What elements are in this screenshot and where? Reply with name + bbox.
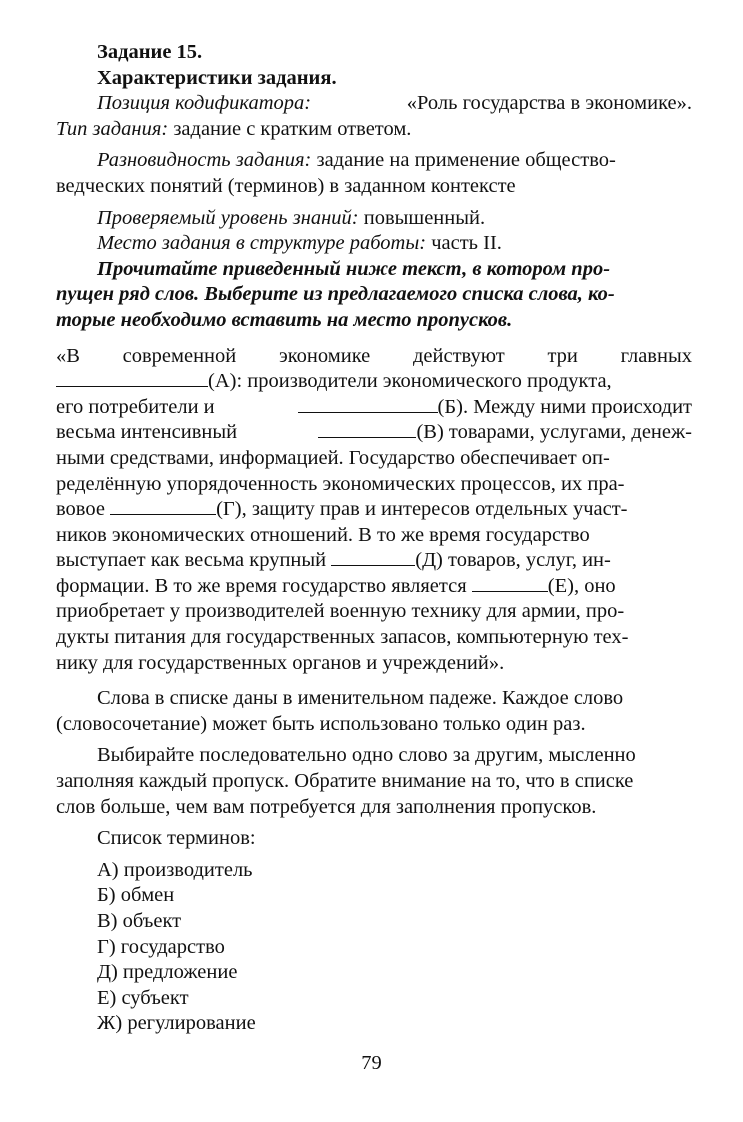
- passage-line-1: [56, 344, 692, 370]
- passage-line-4: весьма интенсивный (В) товарами, услугами, денеж-: [56, 421, 692, 444]
- type-line: [56, 117, 692, 143]
- note-1-line-1: Слова в списке даны в именительном падеже. Каждое слово: [97, 687, 624, 710]
- instruction-line-2: пущен ряд слов. Выберите из предлагаемого списка слова, ко-: [56, 283, 615, 306]
- term-item: Б) обмен: [97, 884, 175, 907]
- note-2-line-3: слов больше, чем вам потребуется для заполнения пропусков.: [56, 795, 597, 818]
- term-item: Е) субъект: [97, 986, 189, 1009]
- passage-word: главных: [620, 344, 692, 367]
- codifier-label: Позиция кодификатора:: [97, 92, 312, 115]
- variety-line-1: [56, 148, 692, 174]
- blank-v: [318, 421, 416, 438]
- note-2-line-2: заполняя каждый пропуск. Обратите внимание на то, что в списке: [56, 770, 634, 793]
- blank-e: [472, 575, 548, 592]
- passage-line-13: нику для государственных органов и учреждений».: [56, 651, 505, 674]
- term-item: В) объект: [97, 910, 182, 932]
- variety-label: Разновидность задания:: [97, 149, 312, 172]
- blank-b: [298, 396, 438, 413]
- task-title: Задание 15.: [97, 41, 203, 63]
- passage-line-2: (А): производители экономического продукта,: [56, 369, 692, 395]
- term-item: Д) предложение: [97, 961, 238, 984]
- level-value: повышенный.: [363, 206, 486, 229]
- place-label: Место задания в структуре работы:: [97, 232, 427, 255]
- passage-word: действуют: [412, 344, 505, 367]
- passage-word: современной: [122, 344, 237, 367]
- codifier-line: [56, 91, 692, 117]
- blank-g: [110, 498, 216, 515]
- term-item: Г) государство: [97, 935, 225, 958]
- passage-line-7: вовое (Г), защиту прав и интересов отдельных участ-: [56, 498, 628, 521]
- passage-line-9: выступает как весьма крупный (Д) товаров, услуг, ин-: [56, 549, 611, 572]
- blank-a: [56, 370, 208, 387]
- note-1-line-2: (словосочетание) может быть использовано только один раз.: [56, 712, 586, 735]
- variety-line-2: ведческих понятий (терминов) в заданном контексте: [56, 174, 516, 197]
- type-label: Тип задания:: [56, 117, 169, 140]
- characteristics-title: Характеристики задания.: [97, 66, 337, 89]
- place-value: часть II.: [431, 232, 502, 255]
- term-item: Ж) регулирование: [97, 1012, 256, 1035]
- passage-line-8: ников экономических отношений. В то же время государство: [56, 523, 590, 546]
- passage-line-6: ределённую упорядоченность экономических процессов, их пра-: [56, 472, 625, 495]
- note-2-line-1: Выбирайте последовательно одно слово за другим, мысленно: [97, 744, 636, 767]
- level-label: Проверяемый уровень знаний:: [97, 206, 359, 229]
- page-content: [56, 40, 692, 1037]
- level-line: [56, 206, 692, 232]
- passage-line-3: его потребители и (Б). Между ними происходит: [56, 395, 692, 418]
- place-line: [56, 231, 692, 257]
- instruction-line-1: Прочитайте приведенный ниже текст, в котором про-: [97, 257, 611, 280]
- terms-heading: Список терминов:: [97, 827, 256, 850]
- passage-line-5: ными средствами, информацией. Государство обеспечивает оп-: [56, 446, 610, 469]
- blank-d: [331, 549, 415, 566]
- type-value: задание с кратким ответом.: [173, 117, 412, 140]
- codifier-value: «Роль государства в экономике».: [406, 92, 692, 115]
- passage-line-12: дукты питания для государственных запасов, компьютерную тех-: [56, 626, 629, 649]
- passage-line-11: приобретает у производителей военную технику для армии, про-: [56, 600, 625, 623]
- passage-word: «В: [56, 344, 80, 367]
- passage-line-10: формации. В то же время государство является (Е), оно: [56, 574, 616, 597]
- variety-value-1: задание на применение общество-: [316, 149, 616, 172]
- passage-word: экономике: [278, 344, 371, 367]
- page-number: 79: [361, 1052, 382, 1074]
- passage-word: три: [547, 344, 578, 367]
- instruction-line-3: торые необходимо вставить на место пропусков.: [56, 308, 513, 331]
- term-item: А) производитель: [97, 858, 253, 881]
